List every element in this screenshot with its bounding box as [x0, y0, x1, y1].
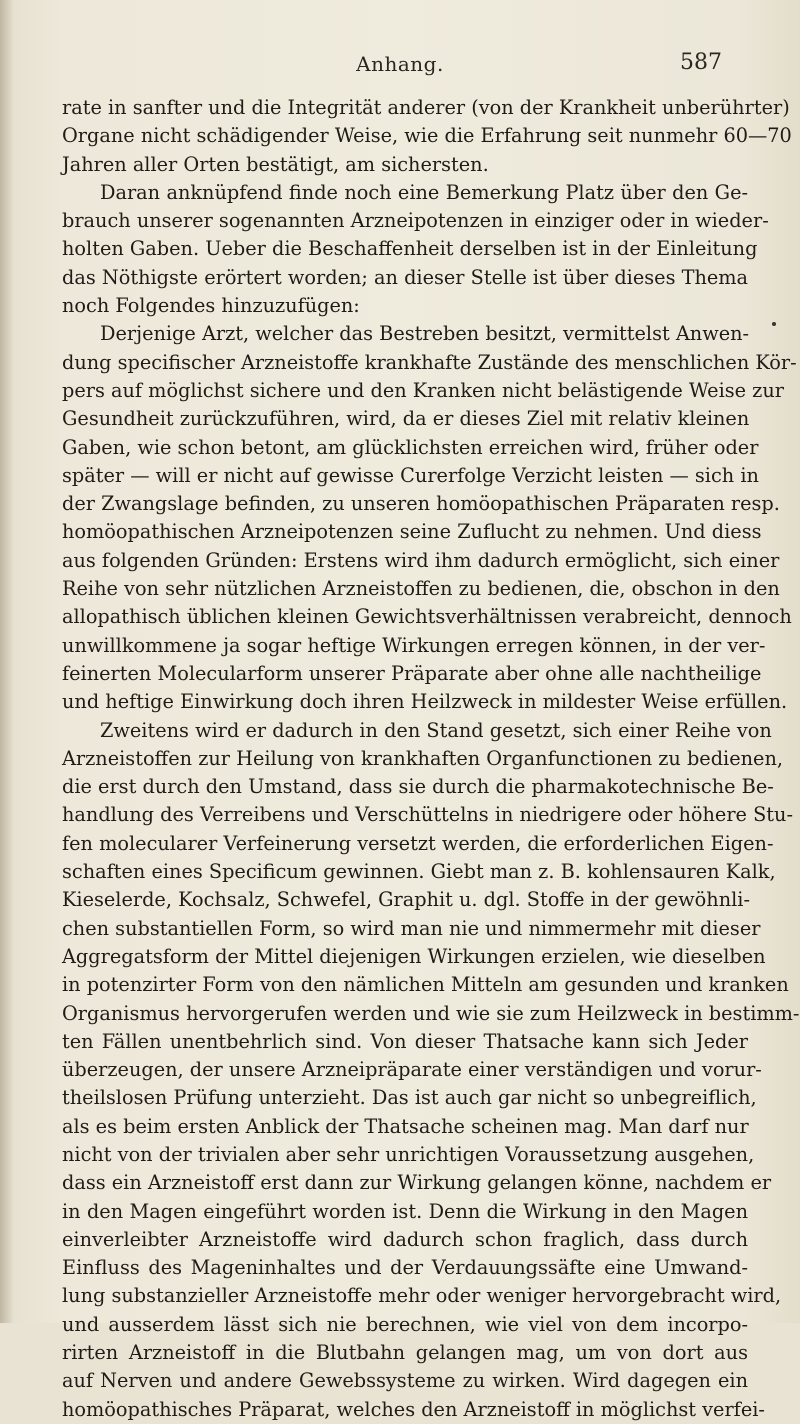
- text-line: in potenzirter Form von den nämlichen Mitteln am gesunden und kranken: [62, 973, 789, 997]
- text-line: einverleibter Arzneistoffe wird dadurch schon fraglich, dass durch: [62, 1227, 748, 1251]
- text-line: Gesundheit zurückzuführen, wird, da er dieses Ziel mit relativ kleinen: [62, 407, 750, 431]
- text-line: nicht von der trivialen aber sehr unrichtigen Voraussetzung ausgehen,: [62, 1142, 755, 1166]
- text-line: handlung des Verreibens und Verschüttelns in niedrigere oder höhere Stu-: [62, 803, 793, 827]
- text-line: Aggregatsform der Mittel diejenigen Wirkungen erzielen, wie dieselben: [62, 944, 766, 968]
- text-line: der Zwangslage befinden, zu unseren homöopathischen Präparaten resp.: [62, 492, 780, 516]
- text-line: Organismus hervorgerufen werden und wie sie zum Heilzweck in bestimm-: [62, 1001, 800, 1025]
- text-line: chen substantiellen Form, so wird man nie und nimmermehr mit dieser: [62, 916, 761, 940]
- text-line: ten Fällen unentbehrlich sind. Von dieser Thatsache kann sich Jeder: [62, 1029, 748, 1053]
- text-line: Jahren aller Orten bestätigt, am sichersten.: [62, 152, 489, 176]
- text-line: Arzneistoffen zur Heilung von krankhaften Organfunctionen zu bedienen,: [62, 746, 783, 770]
- text-line: das Nöthigste erörtert worden; an dieser Stelle ist über dieses Thema: [62, 265, 749, 289]
- text-line: die erst durch den Umstand, dass sie durch die pharmakotechnische Be-: [62, 775, 774, 799]
- text-line: rirten Arzneistoff in die Blutbahn gelangen mag, um von dort aus: [62, 1341, 748, 1365]
- text-line: dung specifischer Arzneistoffe krankhafte Zustände des menschlichen Kör-: [62, 350, 797, 374]
- text-line: lung substanzieller Arzneistoffe mehr oder weniger hervorgebracht wird,: [62, 1284, 782, 1308]
- text-line: aus folgenden Gründen: Erstens wird ihm dadurch ermöglicht, sich einer: [62, 548, 780, 572]
- text-line: Einfluss des Mageninhaltes und der Verdauungssäfte eine Umwand-: [62, 1256, 748, 1280]
- page-number: 587: [680, 50, 722, 75]
- text-line: überzeugen, der unsere Arzneipräparate einer verständigen und vorur-: [62, 1058, 762, 1082]
- text-line: unwillkommene ja sogar heftige Wirkungen erregen können, in der ver-: [62, 633, 766, 657]
- text-line: später — will er nicht auf gewisse Curerfolge Verzicht leisten — sich in: [62, 463, 759, 487]
- text-line: theilslosen Prüfung unterzieht. Das ist auch gar nicht so unbegreiflich,: [62, 1086, 757, 1110]
- text-line: rate in sanfter und die Integrität anderer (von der Krankheit unberührter): [62, 96, 790, 119]
- text-line: schaften eines Specificum gewinnen. Giebt man z. B. kohlensauren Kalk,: [62, 860, 776, 884]
- text-line: Reihe von sehr nützlichen Arzneistoffen zu bedienen, die, obschon in den: [62, 577, 780, 601]
- text-line: brauch unserer sogenannten Arzneipotenzen in einziger oder in wieder-: [62, 209, 769, 233]
- text-line: feinerten Molecularform unserer Präparate aber ohne alle nachtheilige: [62, 661, 762, 685]
- text-line: Gaben, wie schon betont, am glücklichsten erreichen wird, früher oder: [62, 435, 759, 459]
- running-head-title: Anhang.: [356, 52, 444, 76]
- text-line: auf Nerven und andere Gewebssysteme zu wirken. Wird dagegen ein: [62, 1369, 748, 1393]
- margin-dot: [772, 322, 776, 326]
- text-line: allopathisch üblichen kleinen Gewichtsverhältnissen verabreicht, dennoch: [62, 605, 792, 629]
- text-line: Derjenige Arzt, welcher das Bestreben besitzt, vermittelst Anwen-: [100, 322, 750, 346]
- text-line: und heftige Einwirkung doch ihren Heilzweck in mildester Weise erfüllen.: [62, 690, 788, 714]
- text-line: noch Folgendes hinzuzufügen:: [62, 294, 360, 318]
- text-line: als es beim ersten Anblick der Thatsache scheinen mag. Man darf nur: [62, 1114, 749, 1138]
- page-spine-shadow: [0, 0, 14, 1323]
- text-line: homöopathisches Präparat, welches den Arzneistoff in möglichst verfei-: [62, 1397, 765, 1421]
- text-line: Daran anknüpfend finde noch eine Bemerkung Platz über den Ge-: [100, 180, 748, 204]
- body-text: [62, 94, 800, 1424]
- text-line: und ausserdem lässt sich nie berechnen, wie viel von dem incorpo-: [62, 1312, 748, 1336]
- page-header: [0, 52, 800, 82]
- text-line: pers auf möglichst sichere und den Kranken nicht belästigende Weise zur: [62, 378, 784, 402]
- text-line: holten Gaben. Ueber die Beschaffenheit derselben ist in der Einleitung: [62, 237, 758, 261]
- text-line: Organe nicht schädigender Weise, wie die Erfahrung seit nunmehr 60—70: [62, 124, 792, 148]
- text-line: in den Magen eingeführt worden ist. Denn die Wirkung in den Magen: [62, 1199, 748, 1223]
- text-line: Zweitens wird er dadurch in den Stand gesetzt, sich einer Reihe von: [100, 718, 772, 742]
- text-line: fen molecularer Verfeinerung versetzt werden, die erforderlichen Eigen-: [62, 831, 774, 855]
- text-line: Kieselerde, Kochsalz, Schwefel, Graphit u. dgl. Stoffe in der gewöhnli-: [62, 888, 750, 912]
- text-line: dass ein Arzneistoff erst dann zur Wirkung gelangen könne, nachdem er: [62, 1171, 772, 1195]
- text-line: homöopathischen Arzneipotenzen seine Zuflucht zu nehmen. Und diess: [62, 520, 762, 544]
